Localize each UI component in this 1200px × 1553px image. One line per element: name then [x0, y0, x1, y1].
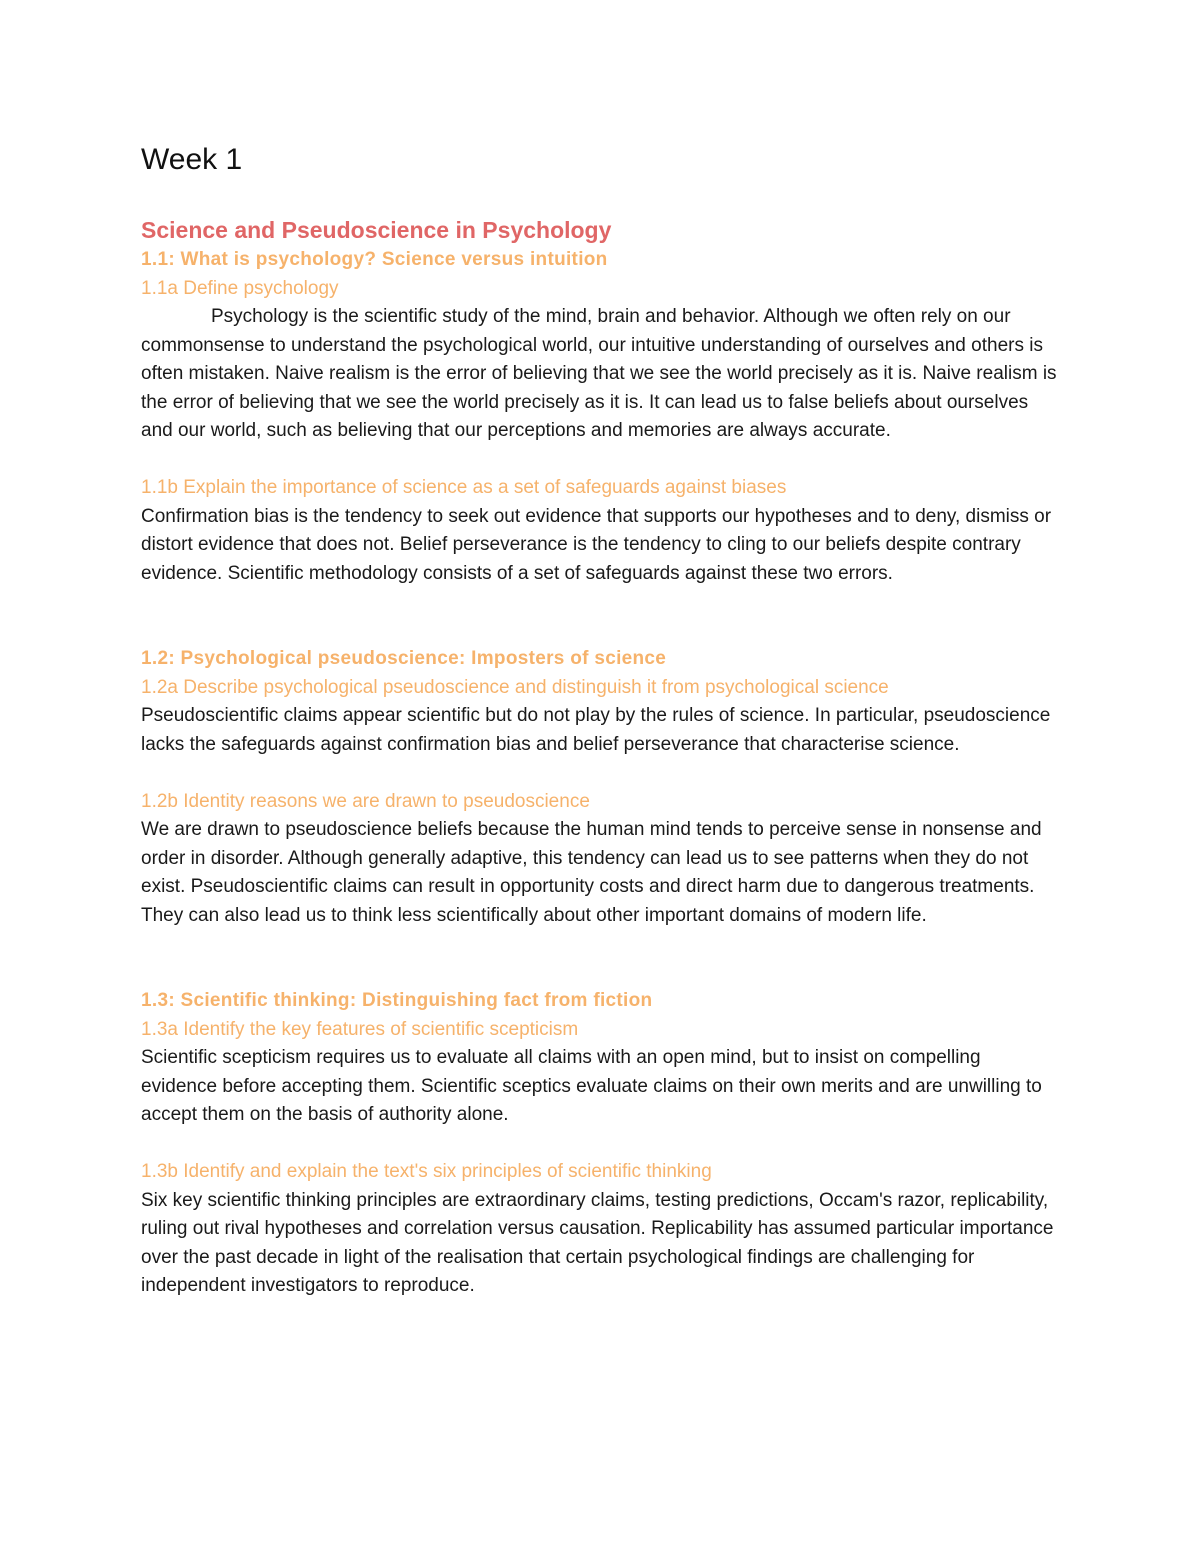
- objective-title: 1.2b Identity reasons we are drawn to pseudoscience: [141, 790, 590, 812]
- module-1-2: [141, 645, 1061, 930]
- objective-body: Six key scientific thinking principles are extraordinary claims, testing predictions, Occam's razor, replicability, ruling out rival hypotheses and correlation versus causation. Replicability has assumed particular importance over the past decade in light of the realisation that certain psychological findings are challenging for independent investigators to reproduce.: [141, 1189, 1054, 1296]
- objective-title: 1.1b Explain the importance of science as a set of safeguards against biases: [141, 477, 787, 498]
- page-title: Week 1: [141, 143, 243, 176]
- module-heading: 1.2: Psychological pseudoscience: Imposters of science: [141, 648, 667, 669]
- document-page: [141, 140, 1061, 1301]
- objective-body: Confirmation bias is the tendency to seek out evidence that supports our hypotheses and to deny, dismiss or distort evidence that does not. Belief perseverance is the tendency to cling to our beliefs despite contrary evidence. Scientific methodology consists of a set of safeguards against these two errors.: [141, 505, 1052, 584]
- objective-body: We are drawn to pseudoscience beliefs because the human mind tends to perceive sense in nonsense and order in disorder. Although generally adaptive, this tendency can lead us to see patterns when they do not exist. Pseudoscientific claims can result in opportunity costs and direct harm due to dangerous treatments. They can also lead us to think less scientifically about other important domains of modern life.: [141, 819, 1042, 926]
- module-1-3: [141, 987, 1061, 1301]
- module-1-1: [141, 246, 1061, 588]
- objective-body: Scientific scepticism requires us to evaluate all claims with an open mind, but to insist on compelling evidence before accepting them. Scientific sceptics evaluate claims on their own merits and are unwilling to accept them on the basis of authority alone.: [141, 1047, 1042, 1125]
- objective-title: 1.3a Identify the key features of scientific scepticism: [141, 1018, 579, 1040]
- objective-body: Pseudoscientific claims appear scientific but do not play by the rules of science. In particular, pseudoscience lacks the safeguards against confirmation bias and belief perseverance that characterise science.: [141, 705, 1051, 755]
- objective-body: Psychology is the scientific study of the mind, brain and behavior. Although we often rely on our commonsense to understand the psychological world, our intuitive understanding of ourselves and others is often mistaken. Naive realism is the error of believing that we see the world precisely as it is. Naive realism is the error of believing that we see the world precisely as it is. It can lead us to false beliefs about ourselves and our world, such as believing that our perceptions and memories are always accurate.: [141, 306, 1057, 441]
- objective-title: 1.1a Define psychology: [141, 277, 339, 299]
- objective-title: 1.3b Identify and explain the text's six principles of scientific thinking: [141, 1161, 712, 1182]
- objective-title: 1.2a Describe psychological pseudoscience and distinguish it from psychological science: [141, 676, 889, 698]
- section-title: Science and Pseudoscience in Psychology: [141, 217, 612, 243]
- module-heading: 1.3: Scientific thinking: Distinguishing fact from fiction: [141, 990, 653, 1011]
- module-heading: 1.1: What is psychology? Science versus intuition: [141, 249, 608, 270]
